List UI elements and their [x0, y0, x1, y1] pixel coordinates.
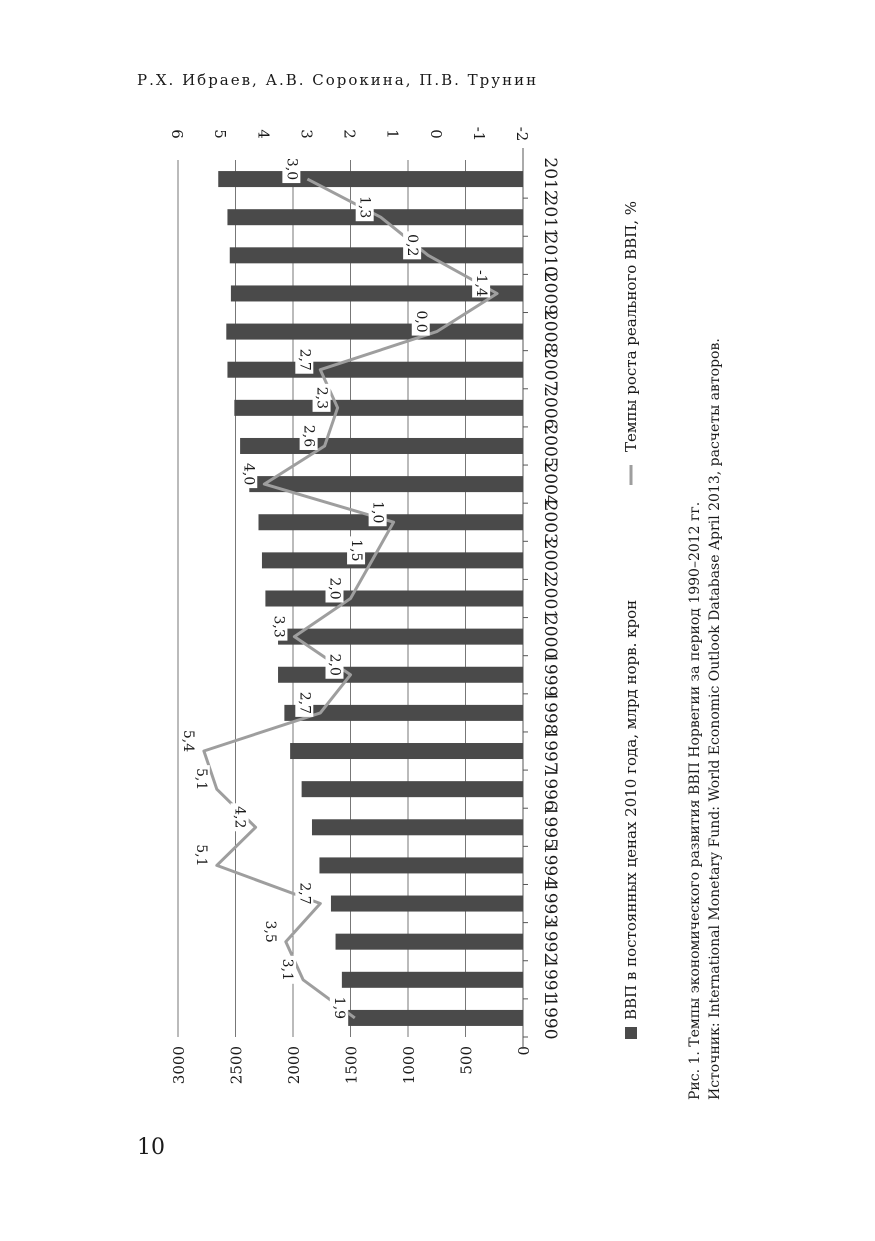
primary-tick-label: 1000 [400, 1046, 418, 1085]
gdp-bar [249, 476, 523, 492]
growth-data-label: 2,0 [326, 653, 343, 676]
secondary-tick-label: -1 [469, 126, 488, 142]
gdp-bar [336, 934, 523, 950]
gdp-bar [342, 972, 523, 988]
secondary-tick-label: 6 [168, 129, 186, 139]
gdp-bar [234, 400, 523, 416]
category-label: 2001 [540, 576, 560, 621]
category-label: 2003 [540, 500, 560, 544]
gdp-bar [302, 781, 523, 797]
primary-tick-label: 0 [515, 1046, 533, 1056]
legend-label-gdp: ВВП в постоянных ценах 2010 года, млрд норв. крон [622, 599, 640, 1020]
category-label: 1992 [540, 920, 560, 964]
growth-data-label: 2,7 [296, 882, 313, 905]
growth-data-label: 1,0 [369, 501, 386, 524]
category-label: 2010 [540, 233, 560, 277]
category-label: 2009 [540, 271, 560, 316]
gdp-bar [262, 552, 523, 568]
growth-data-label: 3,0 [283, 157, 300, 181]
gdp-bar [278, 629, 523, 645]
gdp-bar [240, 438, 523, 454]
category-label: 1995 [540, 805, 560, 849]
category-label: 1996 [540, 767, 560, 811]
category-label: 1999 [540, 653, 560, 697]
secondary-tick-label: 3 [297, 129, 316, 139]
growth-data-label: 4,2 [231, 806, 248, 829]
secondary-tick-label: -2 [513, 126, 531, 142]
category-label: 2005 [540, 424, 560, 468]
secondary-tick-label: 4 [254, 129, 273, 139]
gdp-bar [312, 819, 523, 835]
growth-data-label: 5,1 [192, 768, 209, 791]
legend-label-rate: Темпы роста реального ВВП, % [622, 200, 640, 452]
growth-data-label: 5,4 [179, 729, 196, 753]
category-label: 2002 [540, 538, 560, 583]
gdp-bar [218, 171, 523, 187]
secondary-tick-label: 2 [340, 129, 359, 139]
category-label: 1993 [540, 881, 560, 926]
growth-data-label: 2,6 [300, 424, 317, 448]
growth-data-label: 2,0 [326, 577, 343, 600]
running-header: Р.Х. Ибраев, А.В. Сорокина, П.В. Трунин [137, 71, 539, 89]
growth-data-label: 0,2 [404, 234, 421, 257]
category-label: 2007 [540, 348, 560, 392]
category-label: 1991 [540, 958, 560, 1002]
gdp-bar [265, 590, 523, 606]
category-label: 2000 [540, 614, 560, 659]
growth-data-label: -1,4 [473, 269, 490, 297]
growth-data-label: 1,3 [356, 196, 373, 219]
category-label: 2006 [540, 386, 560, 430]
primary-tick-label: 500 [457, 1046, 476, 1075]
growth-data-label: 3,3 [270, 615, 287, 638]
category-label: 2012 [540, 157, 560, 201]
growth-data-label: 2,7 [296, 348, 313, 371]
growth-data-label: 5,1 [192, 844, 209, 867]
page-number: 10 [137, 1135, 165, 1160]
caption-title: Рис. 1. Темпы экономического развития ВВП Норвегии за период 1990–2012 гг. [687, 501, 703, 1100]
category-label: 1997 [540, 729, 560, 773]
growth-data-label: 1,5 [348, 539, 365, 562]
primary-tick-label: 1500 [342, 1046, 361, 1085]
category-label: 2008 [540, 309, 560, 354]
gdp-bar [290, 743, 523, 759]
chart-legend [622, 201, 640, 1039]
gdp-bar [227, 209, 523, 225]
primary-tick-label: 2500 [227, 1046, 246, 1085]
gdp-bar [227, 362, 523, 378]
figure-caption [687, 338, 723, 1100]
category-label: 1990 [539, 996, 560, 1040]
gdp-bar [278, 667, 523, 683]
growth-data-label: 3,5 [261, 920, 278, 943]
growth-data-label: 3,1 [279, 958, 296, 981]
primary-tick-label: 3000 [170, 1046, 188, 1085]
category-label: 2004 [540, 462, 560, 506]
growth-data-label: 2,3 [313, 386, 330, 409]
gdp-bar [331, 896, 523, 912]
secondary-tick-label: 1 [383, 129, 402, 139]
growth-data-label: 2,7 [296, 691, 313, 715]
gdp-bar [348, 1010, 523, 1026]
growth-data-label: 1,9 [330, 996, 347, 1020]
caption-source: Источник: International Monetary Fund: World Economic Outlook Database April 2013, расчеты авторов. [707, 338, 723, 1100]
gdp-bar [230, 247, 523, 263]
gdp-bar [226, 324, 523, 340]
category-label: 1994 [540, 843, 560, 888]
primary-tick-label: 2000 [285, 1046, 303, 1085]
growth-data-label: 0,0 [412, 310, 429, 333]
category-label: 1998 [540, 691, 560, 735]
growth-data-label: 4,0 [240, 462, 257, 486]
gdp-bar [319, 857, 523, 873]
gdp-chart [168, 127, 560, 1085]
category-label: 2011 [540, 195, 560, 239]
secondary-tick-label: 0 [426, 129, 445, 139]
secondary-tick-label: 5 [211, 129, 230, 139]
legend-swatch-gdp [625, 1027, 637, 1039]
